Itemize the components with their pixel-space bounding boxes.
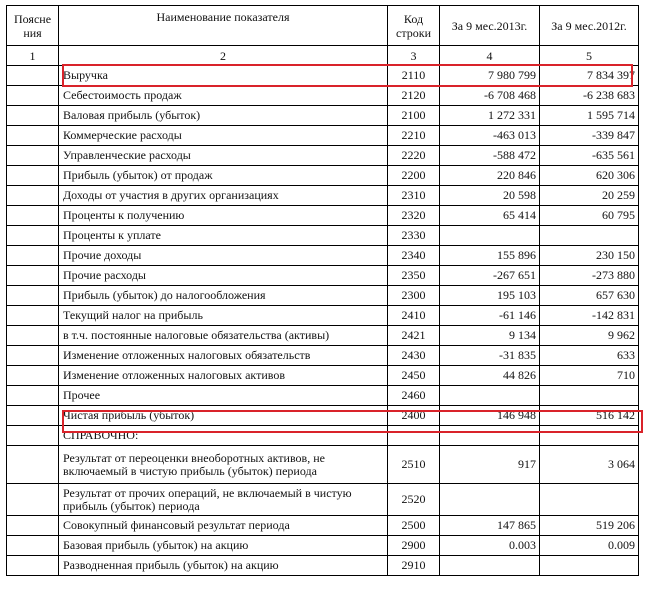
row-line-code: 2510: [388, 446, 440, 484]
row-line-code: 2120: [388, 86, 440, 106]
income-statement-table: [6, 5, 639, 576]
row-value-2013: -31 835: [440, 346, 540, 366]
row-value-2013: -61 146: [440, 306, 540, 326]
colnum-2: 2: [59, 46, 388, 66]
row-indicator-name: Совокупный финансовый результат периода: [59, 516, 388, 536]
row-value-2013: 155 896: [440, 246, 540, 266]
table-row: [7, 386, 639, 406]
row-line-code: 2910: [388, 556, 440, 576]
row-line-code: 2520: [388, 484, 440, 516]
row-indicator-name: Проценты к уплате: [59, 226, 388, 246]
row-notes: [7, 246, 59, 266]
row-notes: [7, 146, 59, 166]
row-notes: [7, 426, 59, 446]
row-line-code: 2400: [388, 406, 440, 426]
colnum-5: 5: [540, 46, 639, 66]
header-period-2013: За 9 мес.2013г.: [440, 6, 540, 46]
row-line-code: 2350: [388, 266, 440, 286]
header-period-2012: За 9 мес.2012г.: [540, 6, 639, 46]
row-value-2012: 620 306: [540, 166, 639, 186]
row-notes: [7, 186, 59, 206]
row-notes: [7, 206, 59, 226]
row-value-2013: 917: [440, 446, 540, 484]
row-value-2012: -635 561: [540, 146, 639, 166]
row-value-2013: 195 103: [440, 286, 540, 306]
header-line-code: Код строки: [388, 6, 440, 46]
row-indicator-name: Доходы от участия в других организациях: [59, 186, 388, 206]
row-value-2013: [440, 484, 540, 516]
row-notes: [7, 126, 59, 146]
table-row: [7, 366, 639, 386]
row-notes: [7, 516, 59, 536]
row-value-2013: 9 134: [440, 326, 540, 346]
table-row: [7, 426, 639, 446]
row-value-2012: 657 630: [540, 286, 639, 306]
table-row: [7, 346, 639, 366]
row-notes: [7, 406, 59, 426]
row-value-2013: -463 013: [440, 126, 540, 146]
row-value-2013: 1 272 331: [440, 106, 540, 126]
table-row: [7, 306, 639, 326]
table-row: [7, 246, 639, 266]
header-notes: Поясне ния: [7, 6, 59, 46]
row-value-2012: [540, 484, 639, 516]
colnum-1: 1: [7, 46, 59, 66]
row-notes: [7, 346, 59, 366]
row-value-2012: 0.009: [540, 536, 639, 556]
row-indicator-name: Прибыль (убыток) от продаж: [59, 166, 388, 186]
row-line-code: 2430: [388, 346, 440, 366]
row-line-code: 2410: [388, 306, 440, 326]
row-indicator-name: Себестоимость продаж: [59, 86, 388, 106]
colnum-3: 3: [388, 46, 440, 66]
table-row: [7, 126, 639, 146]
row-indicator-name: Изменение отложенных налоговых обязательств: [59, 346, 388, 366]
row-value-2013: 7 980 799: [440, 66, 540, 86]
row-value-2013: -267 651: [440, 266, 540, 286]
financial-report: [6, 5, 638, 585]
table-row: [7, 286, 639, 306]
row-line-code: 2300: [388, 286, 440, 306]
row-value-2012: -142 831: [540, 306, 639, 326]
row-indicator-name: Коммерческие расходы: [59, 126, 388, 146]
row-line-code: 2210: [388, 126, 440, 146]
row-value-2012: 60 795: [540, 206, 639, 226]
row-notes: [7, 106, 59, 126]
row-value-2013: 0.003: [440, 536, 540, 556]
row-indicator-name: в т.ч. постоянные налоговые обязательства (активы): [59, 326, 388, 346]
row-line-code: 2320: [388, 206, 440, 226]
row-indicator-name: Валовая прибыль (убыток): [59, 106, 388, 126]
row-value-2012: 633: [540, 346, 639, 366]
row-line-code: 2460: [388, 386, 440, 406]
row-line-code: 2100: [388, 106, 440, 126]
row-value-2012: [540, 426, 639, 446]
row-line-code: 2200: [388, 166, 440, 186]
table-row: [7, 146, 639, 166]
row-indicator-name: Прочие расходы: [59, 266, 388, 286]
row-indicator-name: Изменение отложенных налоговых активов: [59, 366, 388, 386]
row-value-2012: -6 238 683: [540, 86, 639, 106]
row-line-code: 2421: [388, 326, 440, 346]
row-notes: [7, 166, 59, 186]
row-value-2013: 44 826: [440, 366, 540, 386]
row-value-2013: [440, 386, 540, 406]
table-row: [7, 536, 639, 556]
row-indicator-name: Базовая прибыль (убыток) на акцию: [59, 536, 388, 556]
row-notes: [7, 286, 59, 306]
row-notes: [7, 366, 59, 386]
table-row: [7, 484, 639, 516]
row-line-code: 2900: [388, 536, 440, 556]
row-line-code: 2500: [388, 516, 440, 536]
row-indicator-name: Чистая прибыль (убыток): [59, 406, 388, 426]
row-notes: [7, 556, 59, 576]
header-indicator-name: Наименование показателя: [59, 6, 388, 46]
row-value-2012: 3 064: [540, 446, 639, 484]
row-value-2012: 519 206: [540, 516, 639, 536]
row-value-2012: 1 595 714: [540, 106, 639, 126]
row-indicator-name: Прочее: [59, 386, 388, 406]
table-row: [7, 226, 639, 246]
row-value-2013: -6 708 468: [440, 86, 540, 106]
row-indicator-name: Прочие доходы: [59, 246, 388, 266]
row-value-2013: 20 598: [440, 186, 540, 206]
row-notes: [7, 86, 59, 106]
table-row: [7, 446, 639, 484]
row-value-2012: [540, 556, 639, 576]
row-line-code: 2330: [388, 226, 440, 246]
row-value-2013: [440, 426, 540, 446]
row-indicator-name: Результат от прочих операций, не включаемый в чистую прибыль (убыток) периода: [59, 484, 388, 516]
table-row: [7, 326, 639, 346]
row-value-2013: [440, 226, 540, 246]
table-row: [7, 166, 639, 186]
row-value-2013: [440, 556, 540, 576]
row-value-2012: [540, 226, 639, 246]
header-row: [7, 6, 639, 46]
row-indicator-name: Разводненная прибыль (убыток) на акцию: [59, 556, 388, 576]
row-line-code: 2110: [388, 66, 440, 86]
row-value-2012: 230 150: [540, 246, 639, 266]
table-row: [7, 86, 639, 106]
row-notes: [7, 226, 59, 246]
row-line-code: 2450: [388, 366, 440, 386]
row-value-2012: 516 142: [540, 406, 639, 426]
table-body: [7, 66, 639, 576]
row-notes: [7, 266, 59, 286]
row-value-2012: -273 880: [540, 266, 639, 286]
table-row: [7, 266, 639, 286]
row-value-2013: 147 865: [440, 516, 540, 536]
table-row: [7, 406, 639, 426]
row-value-2012: 7 834 397: [540, 66, 639, 86]
column-number-row: [7, 46, 639, 66]
row-line-code: [388, 426, 440, 446]
row-notes: [7, 306, 59, 326]
row-notes: [7, 326, 59, 346]
row-line-code: 2220: [388, 146, 440, 166]
row-value-2013: 220 846: [440, 166, 540, 186]
row-value-2013: -588 472: [440, 146, 540, 166]
table-row: [7, 186, 639, 206]
table-row: [7, 556, 639, 576]
row-value-2012: [540, 386, 639, 406]
row-notes: [7, 484, 59, 516]
row-notes: [7, 446, 59, 484]
row-value-2012: 710: [540, 366, 639, 386]
row-indicator-name: Прибыль (убыток) до налогообложения: [59, 286, 388, 306]
colnum-4: 4: [440, 46, 540, 66]
row-indicator-name: Выручка: [59, 66, 388, 86]
table-row: [7, 516, 639, 536]
row-indicator-name: СПРАВОЧНО:: [59, 426, 388, 446]
row-line-code: 2310: [388, 186, 440, 206]
row-value-2013: 65 414: [440, 206, 540, 226]
row-indicator-name: Проценты к получению: [59, 206, 388, 226]
row-value-2012: 20 259: [540, 186, 639, 206]
row-indicator-name: Результат от переоценки внеоборотных активов, не включаемый в чистую прибыль (убыток) периода: [59, 446, 388, 484]
table-row: [7, 106, 639, 126]
row-line-code: 2340: [388, 246, 440, 266]
row-notes: [7, 536, 59, 556]
row-indicator-name: Управленческие расходы: [59, 146, 388, 166]
row-notes: [7, 386, 59, 406]
row-value-2012: 9 962: [540, 326, 639, 346]
table-row: [7, 206, 639, 226]
row-indicator-name: Текущий налог на прибыль: [59, 306, 388, 326]
table-row: [7, 66, 639, 86]
row-value-2012: -339 847: [540, 126, 639, 146]
row-value-2013: 146 948: [440, 406, 540, 426]
row-notes: [7, 66, 59, 86]
